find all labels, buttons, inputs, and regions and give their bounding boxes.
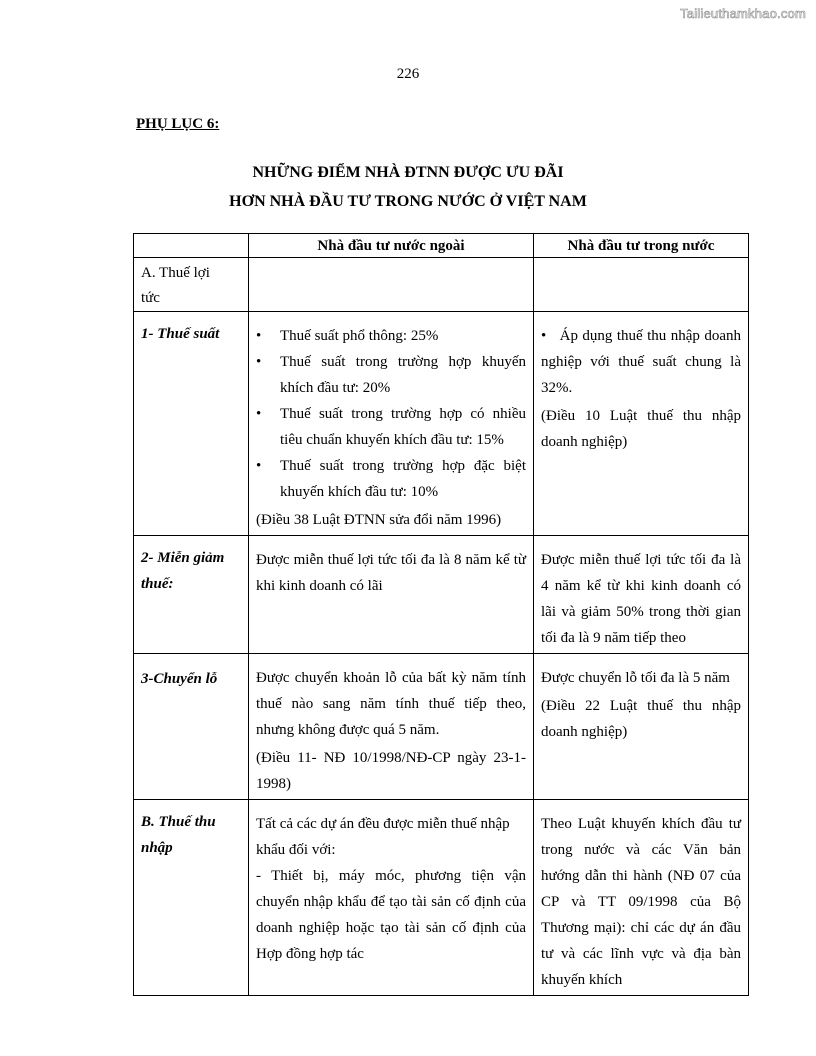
header-empty bbox=[134, 234, 249, 258]
tax-rate-foreign-list bbox=[256, 323, 526, 505]
loss-carryforward-domestic-cell: Được chuyển lỗ tối đa là 5 năm (Điều 22 Luật thuế thu nhập doanh nghiệp) bbox=[534, 654, 749, 800]
table-row-tax-rate bbox=[134, 312, 749, 536]
section-a-label-line-1: A. Thuế lợi bbox=[141, 265, 210, 281]
tax-rate-foreign-cell bbox=[249, 312, 534, 536]
table-row-loss-carryforward bbox=[134, 654, 749, 800]
list-item: • Thuế suất trong trường hợp có nhiều tiêu chuẩn khuyến khích đầu tư: 15% bbox=[256, 401, 526, 453]
tax-rate-domestic-cell bbox=[534, 312, 749, 536]
page-number: 226 bbox=[396, 66, 420, 82]
tax-exemption-domestic-cell: Được miễn thuế lợi tức tối đa là 4 năm kể từ khi kinh doanh có lãi và giảm 50% trong thời gian tối đa là 9 năm tiếp theo bbox=[534, 536, 749, 654]
row-label-tax-rate: 1- Thuế suất bbox=[134, 312, 249, 536]
table-row-import-duty bbox=[134, 800, 749, 996]
import-duty-domestic-cell: Theo Luật khuyến khích đầu tư trong nước và các Văn bản hướng dẫn thi hành (NĐ 07 của CP và TT 09/1998 của Bộ Thương mại): chỉ các dự án đầu tư và các lĩnh vực và địa bàn khuyến khích bbox=[534, 800, 749, 996]
section-a-foreign-cell bbox=[249, 258, 534, 312]
loss-carryforward-foreign-cell: Được chuyển khoản lỗ của bất kỳ năm tính thuế nào sang năm tính thuế tiếp theo, nhưng không được quá 5 năm. (Điều 11- NĐ 10/1998/NĐ-CP ngày 23-1-1998) bbox=[249, 654, 534, 800]
tax-rate-domestic-note: (Điều 10 Luật thuế thu nhập doanh nghiệp) bbox=[541, 408, 741, 450]
header-foreign-investor: Nhà đầu tư nước ngoài bbox=[249, 234, 534, 258]
bullet-icon: • bbox=[256, 354, 262, 370]
tax-exemption-foreign-cell: Được miễn thuế lợi tức tối đa là 8 năm kể từ khi kinh doanh có lãi bbox=[249, 536, 534, 654]
section-a-label-line-2: tức bbox=[141, 290, 160, 306]
row-label-tax-exemption: 2- Miễn giảm thuế: bbox=[134, 536, 249, 654]
tax-rate-domestic-text: • Áp dụng thuế thu nhập doanh nghiệp với thuế suất chung là 32%. bbox=[541, 328, 742, 396]
list-item: • Thuế suất trong trường hợp khuyến khích đầu tư: 20% bbox=[256, 349, 526, 401]
section-a-domestic-cell bbox=[534, 258, 749, 312]
list-item: • Thuế suất phổ thông: 25% bbox=[256, 323, 526, 349]
section-a-label bbox=[134, 258, 249, 312]
tax-rate-foreign-note: (Điều 38 Luật ĐTNN sửa đổi năm 1996) bbox=[256, 512, 502, 528]
appendix-label: PHỤ LỤC 6: bbox=[136, 116, 220, 132]
list-item: • Thuế suất trong trường hợp đặc biệt khuyến khích đầu tư: 10% bbox=[256, 453, 526, 505]
table-row-section-a bbox=[134, 258, 749, 312]
bullet-icon: • bbox=[256, 406, 262, 422]
bullet-icon: • bbox=[256, 458, 262, 474]
import-duty-foreign-cell: Tất cả các dự án đều được miễn thuế nhập khẩu đối với: - Thiết bị, máy móc, phương tiện vận chuyển nhập khẩu để tạo tài sản cố định của doanh nghiệp hoặc tạo tài sản cố định của Hợp đồng hợp tác bbox=[249, 800, 534, 996]
table-header-row bbox=[134, 234, 749, 258]
document-title-line-1: NHỮNG ĐIỂM NHÀ ĐTNN ĐƯỢC ƯU ĐÃI bbox=[252, 164, 564, 181]
row-label-import-duty: B. Thuế thu nhập bbox=[134, 800, 249, 996]
row-label-loss-carryforward: 3-Chuyển lỗ bbox=[134, 654, 249, 800]
bullet-icon: • bbox=[256, 328, 262, 344]
document-title-line-2: HƠN NHÀ ĐẦU TƯ TRONG NƯỚC Ở VIỆT NAM bbox=[229, 193, 587, 210]
bullet-icon: • bbox=[541, 328, 547, 344]
comparison-table bbox=[133, 233, 749, 996]
table-row-tax-exemption bbox=[134, 536, 749, 654]
watermark: Tailieuthamkhao.com bbox=[680, 6, 806, 21]
header-domestic-investor: Nhà đầu tư trong nước bbox=[534, 234, 749, 258]
